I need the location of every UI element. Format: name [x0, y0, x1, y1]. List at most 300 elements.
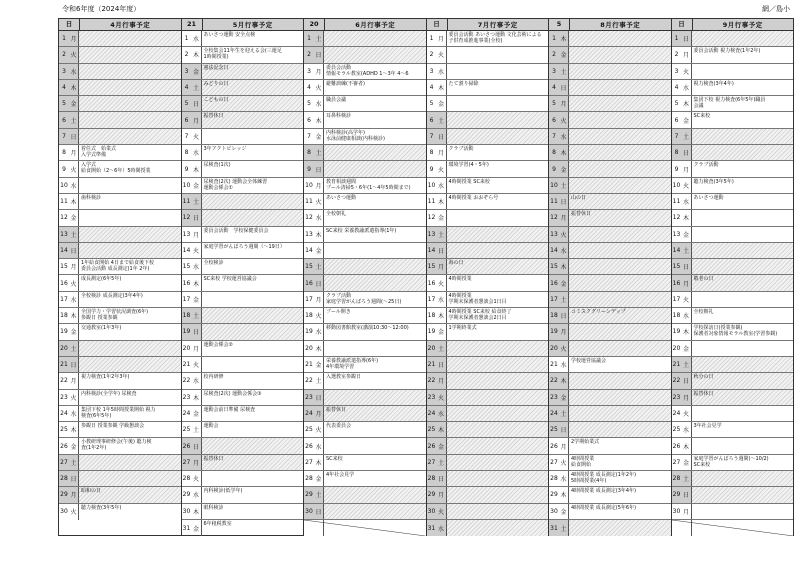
weekday: 金 — [560, 394, 567, 402]
weekday: 土 — [192, 427, 199, 435]
weekday: 木 — [315, 345, 322, 353]
event-text — [447, 487, 549, 502]
date-cell — [427, 471, 447, 486]
date-cell — [549, 243, 569, 258]
day-number: 17 — [672, 295, 681, 303]
weekday: 金 — [437, 443, 444, 451]
unused-cell-slash — [672, 520, 794, 536]
date-cell — [549, 438, 569, 453]
day-row — [549, 47, 671, 63]
day-number: 9 — [184, 165, 189, 173]
weekday: 木 — [682, 101, 689, 109]
date-cell — [182, 80, 202, 95]
day-number: 17 — [427, 295, 436, 303]
day-row — [549, 112, 671, 128]
event-text — [324, 145, 426, 160]
day-number: 23 — [672, 393, 681, 401]
day-number: 11 — [305, 198, 313, 206]
event-text — [202, 129, 304, 144]
weekday: 火 — [192, 133, 199, 141]
weekday: 金 — [560, 508, 567, 516]
day-row — [427, 455, 549, 471]
day-number: 22 — [672, 377, 681, 385]
event-text: 移動図書館教室(講演10:30〜12:00) — [326, 325, 409, 332]
day-number: 29 — [427, 491, 436, 499]
day-row — [304, 210, 426, 226]
day-number: 4 — [307, 84, 311, 92]
weekday: 日 — [192, 329, 199, 337]
day-number: 7 — [552, 132, 556, 140]
day-number: 13 — [672, 230, 681, 238]
day-number: 16 — [550, 279, 558, 287]
event-text: クラブ活動 — [693, 162, 719, 169]
day-number: 21 — [305, 361, 313, 369]
event-text: SC来校 学校運営協議会 — [203, 276, 257, 283]
day-row — [304, 129, 426, 145]
day-row — [549, 324, 671, 340]
day-row — [304, 520, 426, 536]
month-column — [548, 19, 671, 535]
weekday: 金 — [70, 215, 77, 223]
date-cell — [672, 243, 692, 258]
event-text — [79, 64, 181, 79]
day-row — [549, 390, 671, 406]
event-text — [692, 357, 794, 372]
day-row — [182, 390, 304, 406]
day-number: 9 — [674, 165, 679, 173]
day-number: 7 — [62, 132, 66, 140]
event-text — [692, 243, 794, 258]
weekday: 土 — [560, 410, 567, 418]
event-text — [79, 112, 181, 127]
date-cell — [549, 96, 569, 111]
day-row — [59, 64, 181, 80]
day-row — [549, 520, 671, 536]
day-number: 19 — [182, 328, 191, 336]
day-number: 31 — [550, 524, 558, 532]
day-row — [304, 308, 426, 324]
day-row — [59, 390, 181, 406]
weekday: 日 — [315, 280, 322, 288]
date-cell — [427, 275, 447, 290]
day-row — [304, 64, 426, 80]
weekday: 日 — [192, 443, 199, 451]
day-number: 10 — [60, 181, 68, 189]
date-cell — [59, 47, 79, 62]
day-number: 18 — [672, 312, 681, 320]
day-number: 12 — [672, 214, 681, 222]
school-name: 網／島小 — [762, 5, 790, 13]
weekday: 日 — [315, 52, 322, 60]
weekday: 水 — [315, 101, 322, 109]
weekday: 水 — [192, 36, 199, 44]
day-row — [304, 227, 426, 243]
event-text: 山の日 — [571, 194, 587, 201]
event-text — [324, 243, 426, 258]
event-text — [447, 373, 549, 388]
date-cell — [672, 292, 692, 307]
date-cell — [672, 406, 692, 421]
day-number: 3 — [674, 67, 679, 75]
day-row — [672, 341, 794, 357]
event-text: 運動会係会② — [203, 341, 233, 348]
day-number: 24 — [672, 409, 681, 417]
day-row — [182, 47, 304, 63]
month-column — [426, 19, 549, 535]
day-column-header: 20 — [304, 19, 325, 30]
date-cell — [304, 112, 324, 127]
day-row — [427, 324, 549, 340]
day-row — [59, 129, 181, 145]
weekday: 火 — [315, 199, 322, 207]
weekday: 水 — [192, 264, 199, 272]
day-number: 13 — [182, 230, 191, 238]
weekday: 火 — [192, 476, 199, 484]
event-text: 入選教室参観日 — [326, 374, 362, 381]
day-row — [304, 161, 426, 177]
date-cell — [182, 487, 202, 502]
date-cell — [549, 471, 569, 486]
date-cell — [304, 275, 324, 290]
day-number: 6 — [62, 116, 66, 124]
weekday: 月 — [560, 443, 567, 451]
day-row — [304, 324, 426, 340]
weekday: 木 — [192, 52, 199, 60]
weekday: 木 — [70, 313, 77, 321]
day-row — [304, 178, 426, 194]
event-text: クラブ活動 — [448, 146, 474, 153]
weekday: 土 — [192, 199, 199, 207]
day-row — [304, 194, 426, 210]
day-number: 15 — [305, 263, 313, 271]
event-text — [79, 227, 181, 242]
weekday: 月 — [192, 459, 199, 467]
event-text — [447, 243, 549, 258]
weekday: 金 — [192, 525, 199, 533]
weekday: 火 — [192, 248, 199, 255]
event-text: 聴力検査(3年5年) — [693, 178, 734, 185]
event-text — [569, 96, 671, 111]
weekday: 水 — [70, 296, 77, 304]
day-row — [672, 324, 794, 340]
day-number: 5 — [307, 100, 311, 108]
date-cell — [549, 80, 569, 95]
date-cell — [59, 145, 79, 160]
weekday: 月 — [315, 410, 322, 418]
event-text — [324, 504, 426, 519]
date-cell — [549, 390, 569, 405]
day-number: 27 — [60, 458, 68, 466]
date-cell — [182, 259, 202, 274]
event-text — [202, 210, 304, 225]
weekday: 月 — [70, 36, 77, 44]
weekday: 火 — [560, 231, 567, 239]
event-text — [447, 227, 549, 242]
day-number: 13 — [305, 230, 313, 238]
date-cell — [549, 227, 569, 242]
day-number: 20 — [550, 344, 558, 352]
event-text: 集団下校 1年5時間授業開始 視力 検査(6年5年) — [81, 406, 156, 419]
day-number: 31 — [182, 524, 191, 532]
day-row — [427, 373, 549, 389]
date-cell — [427, 47, 447, 62]
event-text — [692, 31, 794, 46]
weekday: 土 — [315, 492, 322, 500]
event-text: 眼科検診 — [203, 504, 224, 511]
event-text — [447, 471, 549, 486]
event-text — [447, 406, 549, 421]
weekday: 金 — [437, 101, 444, 109]
weekday: 水 — [192, 378, 199, 386]
day-row — [549, 455, 671, 471]
day-row — [427, 210, 549, 226]
day-number: 5 — [184, 100, 189, 108]
weekday: 水 — [192, 492, 199, 500]
document-title: 令和6年度（2024年度） — [62, 5, 141, 13]
date-cell — [182, 504, 202, 519]
day-row — [672, 487, 794, 503]
date-cell — [427, 145, 447, 160]
weekday: 木 — [192, 508, 199, 516]
day-number: 11 — [60, 198, 68, 206]
date-cell — [304, 161, 324, 176]
date-cell — [182, 275, 202, 290]
day-row — [59, 161, 181, 177]
date-cell — [549, 455, 569, 470]
date-cell — [182, 112, 202, 127]
date-cell — [549, 47, 569, 62]
date-cell — [182, 373, 202, 388]
date-cell — [304, 422, 324, 437]
event-text: 歯科検診 — [81, 194, 102, 201]
day-number: 14 — [60, 247, 68, 254]
date-cell — [427, 520, 447, 536]
event-text — [79, 129, 181, 144]
event-text — [692, 145, 794, 160]
date-cell — [427, 210, 447, 225]
weekday: 火 — [560, 345, 567, 353]
event-text: 全校朝礼 — [693, 309, 714, 316]
day-row — [672, 243, 794, 259]
day-number: 1 — [674, 35, 679, 43]
unused-cell-slash — [304, 520, 426, 536]
day-number: 27 — [182, 458, 191, 466]
weekday: 土 — [70, 117, 77, 125]
day-number: 4 — [184, 84, 189, 92]
event-text — [202, 471, 304, 486]
date-cell — [182, 129, 202, 144]
date-cell — [304, 406, 324, 421]
weekday: 月 — [70, 264, 77, 272]
date-cell — [59, 357, 79, 372]
date-cell — [304, 178, 324, 193]
event-text — [447, 390, 549, 405]
event-text: 振替休日 — [693, 390, 714, 397]
day-number: 25 — [550, 426, 558, 434]
day-number: 10 — [427, 181, 436, 189]
day-row — [59, 259, 181, 275]
day-row — [427, 357, 549, 373]
event-text: SC来校 栄養教諭派遣指導(1年) — [326, 227, 397, 234]
day-number: 30 — [305, 507, 313, 515]
weekday: 木 — [560, 150, 567, 158]
event-text: 全校検診 成長測定(3年4年) — [81, 292, 143, 299]
day-number: 14 — [305, 247, 313, 254]
date-cell — [304, 227, 324, 242]
day-row — [549, 161, 671, 177]
day-row — [182, 357, 304, 373]
weekday: 金 — [70, 101, 77, 109]
day-row — [427, 112, 549, 128]
date-cell — [549, 373, 569, 388]
weekday: 土 — [192, 85, 199, 93]
day-number: 23 — [550, 393, 558, 401]
weekday: 水 — [560, 248, 567, 255]
weekday: 水 — [560, 133, 567, 141]
event-text — [569, 373, 671, 388]
event-text — [447, 210, 549, 225]
date-cell — [672, 471, 692, 486]
month-column — [181, 19, 304, 535]
event-text: 全校集会11年生を迎える会(三運足 1時間授業) — [203, 48, 282, 61]
weekday: 日 — [682, 36, 689, 44]
date-cell — [304, 243, 324, 258]
day-row — [182, 373, 304, 389]
day-row — [427, 129, 549, 145]
day-number: 3 — [307, 67, 311, 75]
event-text — [569, 341, 671, 356]
date-cell — [304, 455, 324, 470]
day-row — [182, 422, 304, 438]
day-number: 23 — [60, 393, 68, 401]
day-number: 30 — [550, 507, 558, 515]
weekday: 土 — [560, 68, 567, 76]
weekday: 水 — [315, 329, 322, 337]
day-row — [427, 292, 549, 308]
event-text: 委員会活動 視力検査(1年2年) — [693, 48, 761, 55]
date-cell — [304, 80, 324, 95]
date-cell — [304, 145, 324, 160]
day-row — [672, 373, 794, 389]
date-cell — [549, 487, 569, 502]
event-text — [569, 112, 671, 127]
event-text — [692, 504, 794, 519]
date-cell — [59, 112, 79, 127]
weekday: 日 — [437, 133, 444, 141]
weekday: 土 — [70, 459, 77, 467]
day-number: 11 — [427, 198, 436, 206]
date-cell — [549, 161, 569, 176]
weekday: 金 — [315, 133, 322, 141]
day-number: 29 — [60, 491, 68, 499]
event-text: 学校運営協議会 — [571, 357, 607, 364]
day-number: 6 — [184, 116, 189, 124]
weekday: 月 — [70, 150, 77, 158]
weekday: 木 — [70, 427, 77, 435]
event-text — [692, 292, 794, 307]
day-number: 21 — [182, 361, 191, 369]
day-number: 26 — [427, 442, 436, 450]
day-number: 4 — [62, 84, 66, 92]
date-cell — [549, 292, 569, 307]
day-number: 19 — [60, 328, 68, 336]
date-cell — [59, 178, 79, 193]
day-number: 2 — [307, 51, 311, 59]
month-column — [59, 19, 181, 535]
day-row — [182, 145, 304, 161]
day-number: 14 — [182, 247, 191, 254]
day-number: 29 — [182, 491, 191, 499]
date-cell — [549, 112, 569, 127]
weekday: 金 — [682, 231, 689, 239]
day-number: 8 — [429, 149, 434, 157]
weekday: 日 — [192, 215, 199, 223]
day-row — [672, 471, 794, 487]
day-column-header: 日 — [672, 19, 693, 30]
day-row — [304, 406, 426, 422]
day-number: 29 — [550, 491, 558, 499]
day-row — [59, 292, 181, 308]
weekday: 木 — [315, 459, 322, 467]
event-text: 参観日 授業参観 学級懇談会 — [81, 423, 145, 430]
day-row — [59, 308, 181, 324]
day-number: 25 — [182, 426, 191, 434]
event-text — [692, 64, 794, 79]
date-cell — [182, 145, 202, 160]
date-cell — [304, 438, 324, 453]
event-text: SC来校 — [326, 455, 343, 462]
day-row — [304, 243, 426, 259]
weekday: 土 — [560, 296, 567, 304]
date-cell — [427, 129, 447, 144]
day-row — [672, 455, 794, 471]
event-text — [79, 31, 181, 46]
day-row — [304, 275, 426, 291]
date-cell — [549, 145, 569, 160]
month-column — [671, 19, 794, 535]
day-row — [304, 455, 426, 471]
event-text: 運動会 — [203, 423, 219, 430]
weekday: 水 — [315, 443, 322, 451]
weekday: 木 — [560, 264, 567, 272]
day-number: 18 — [60, 312, 68, 320]
weekday: 日 — [192, 101, 199, 109]
day-number: 1 — [429, 35, 434, 43]
event-text: 代表委員会 — [326, 423, 352, 430]
weekday: 水 — [437, 525, 444, 533]
weekday: 月 — [682, 280, 689, 288]
month-header — [182, 19, 304, 31]
date-cell — [182, 341, 202, 356]
weekday: 水 — [70, 182, 77, 190]
event-text: 内科検診(全学年) 尿検査 — [81, 390, 137, 397]
day-number: 10 — [305, 181, 313, 189]
day-number: 7 — [429, 132, 434, 140]
date-cell — [182, 455, 202, 470]
day-row — [182, 292, 304, 308]
date-cell — [59, 487, 79, 502]
weekday: 水 — [682, 199, 689, 207]
date-cell — [549, 275, 569, 290]
event-text: 委員会活動 あいさつ運動 文化芸術による子供育成推進事業(全校) — [448, 32, 542, 44]
date-cell — [672, 341, 692, 356]
date-cell — [672, 64, 692, 79]
weekday: 火 — [437, 394, 444, 402]
date-cell — [304, 471, 324, 486]
day-number: 15 — [60, 263, 68, 271]
weekday: 日 — [560, 427, 567, 435]
day-row — [304, 145, 426, 161]
